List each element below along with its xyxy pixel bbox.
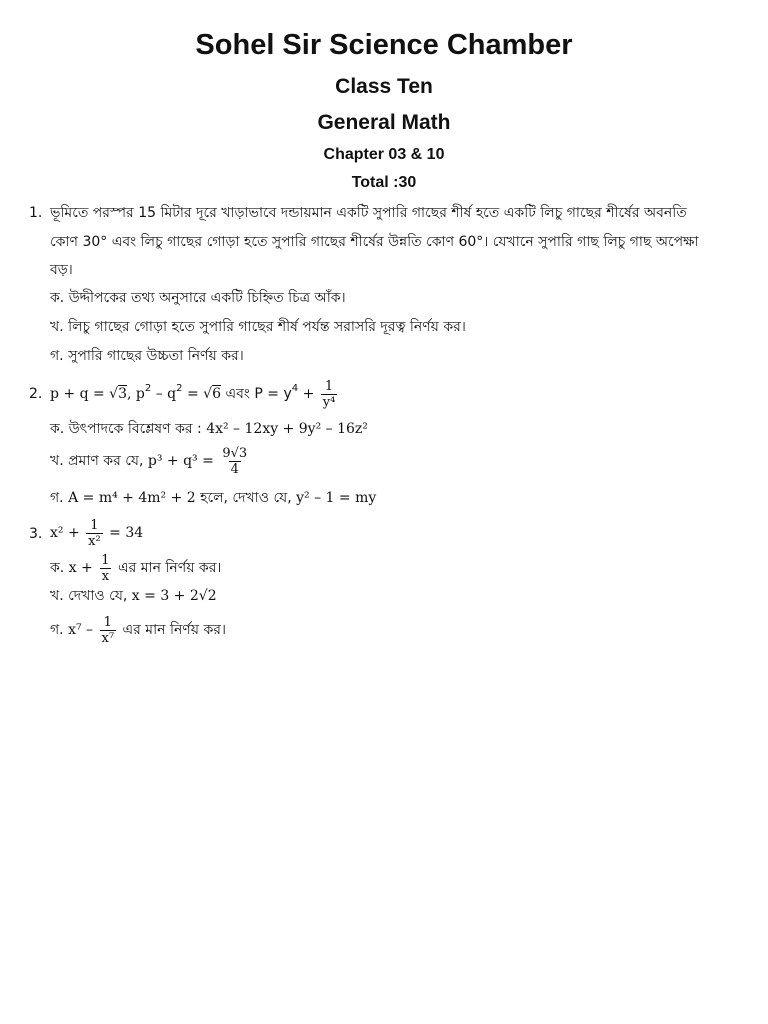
part-a-text: এর মান নির্ণয় কর। xyxy=(117,560,222,576)
subject-label: General Math xyxy=(317,111,451,134)
denominator: x xyxy=(101,568,110,584)
numerator: 1 xyxy=(90,517,99,533)
exponent: 4 xyxy=(291,383,299,395)
question-3-stem xyxy=(50,515,143,551)
question-2-part-c xyxy=(50,489,376,507)
numerator: 9√3 xyxy=(222,445,248,461)
sqrt-3: 3 xyxy=(118,386,128,402)
chapter-label: Chapter 03 & 10 xyxy=(323,146,445,163)
part-b-text: খ. প্রমাণ কর যে, xyxy=(50,453,148,469)
fraction-1-over-x2 xyxy=(86,518,103,549)
class-label: Class Ten xyxy=(335,75,433,98)
stem-expression-i: এবং P = y xyxy=(221,386,292,402)
fraction-1-over-x xyxy=(99,553,111,584)
part-a-expression: x + xyxy=(68,560,93,576)
sqrt-6: 6 xyxy=(212,386,222,402)
part-c-prefix: গ. xyxy=(50,622,69,638)
part-a-text: ক. উৎপাদকে বিশ্লেষণ কর : xyxy=(50,421,207,437)
page-title: Sohel Sir Science Chamber xyxy=(195,29,573,61)
question-2-part-a xyxy=(50,420,368,438)
fraction-9root3-over-4 xyxy=(220,446,249,477)
part-c-prefix: গ. xyxy=(50,490,69,506)
question-number-1: 1. xyxy=(29,205,43,221)
part-a-prefix: ক. xyxy=(50,560,69,576)
denominator: y⁴ xyxy=(322,394,336,410)
fraction-1-over-x7 xyxy=(100,615,117,646)
question-1-part-c: গ. সুপারি গাছের উচ্চতা নির্ণয় কর। xyxy=(50,348,244,364)
part-c-text: এর মান নির্ণয় কর। xyxy=(122,622,226,638)
part-b-text: খ. দেখাও যে, xyxy=(50,588,132,604)
question-3-part-b xyxy=(50,587,217,605)
question-1-stem-line-1: ভূমিতে পরস্পর 15 মিটার দূরে খাড়াভাবে দন্ডায়মান একটি সুপারি গাছের শীর্ষ হতে একটি লিচু গাছের শীর্ষের অবনতি xyxy=(50,205,687,221)
part-b-expression: x = 3 + 2√2 xyxy=(131,588,217,604)
exponent: 2 xyxy=(144,383,152,395)
question-1-part-b: খ. লিচু গাছের গোড়া হতে সুপারি গাছের শীর্ষ পর্যন্ত সরাসরি দূরত্ব নির্ণয় কর। xyxy=(50,319,466,335)
exponent: 2 xyxy=(176,383,183,395)
stem-expression-k: + xyxy=(298,386,315,402)
denominator: 4 xyxy=(230,461,239,477)
part-c-expression: x⁷ – xyxy=(68,622,94,638)
part-b-expression: p³ + q³ = xyxy=(147,453,214,469)
denominator: x² xyxy=(88,533,101,549)
question-1-stem-line-2: কোণ 30° এবং লিচু গাছের গোড়া হতে সুপারি গাছের শীর্ষের উন্নতি কোণ 60°। যেখানে সুপারি গাছ লিচু গাছ অপেক্ষা xyxy=(50,234,699,250)
question-1-stem-line-3: বড়। xyxy=(50,262,73,278)
question-2-part-b xyxy=(50,443,251,479)
question-3-part-a xyxy=(50,550,221,586)
stem-expression-a: p + q = √ xyxy=(50,386,119,402)
total-marks-label: Total :30 xyxy=(351,174,417,191)
part-c-text: হলে, দেখাও যে, xyxy=(195,490,297,506)
numerator: 1 xyxy=(103,614,112,630)
stem-expression-e: – q xyxy=(151,386,177,402)
stem-expression-1: x² + xyxy=(50,525,80,541)
question-number-2: 2. xyxy=(29,386,43,402)
numerator: 1 xyxy=(324,378,334,394)
stem-expression-g: = √ xyxy=(182,386,213,402)
denominator: x⁷ xyxy=(101,630,115,646)
question-2-stem xyxy=(50,376,339,412)
stem-expression-2: = 34 xyxy=(109,525,144,541)
question-1-part-a: ক. উদ্দীপকের তথ্য অনুসারে একটি চিহ্নিত চিত্র আঁক। xyxy=(50,290,346,306)
question-number-3: 3. xyxy=(29,526,43,542)
question-3-part-c xyxy=(50,612,226,648)
part-c-expression-2: y² – 1 = my xyxy=(296,490,377,506)
numerator: 1 xyxy=(101,552,110,568)
fraction-1-over-y4 xyxy=(321,379,338,410)
part-c-expression-1: A = m⁴ + 4m² + 2 xyxy=(68,490,196,506)
stem-expression-c: , p xyxy=(127,386,145,402)
part-a-expression: 4x² – 12xy + 9y² – 16z² xyxy=(206,421,368,437)
